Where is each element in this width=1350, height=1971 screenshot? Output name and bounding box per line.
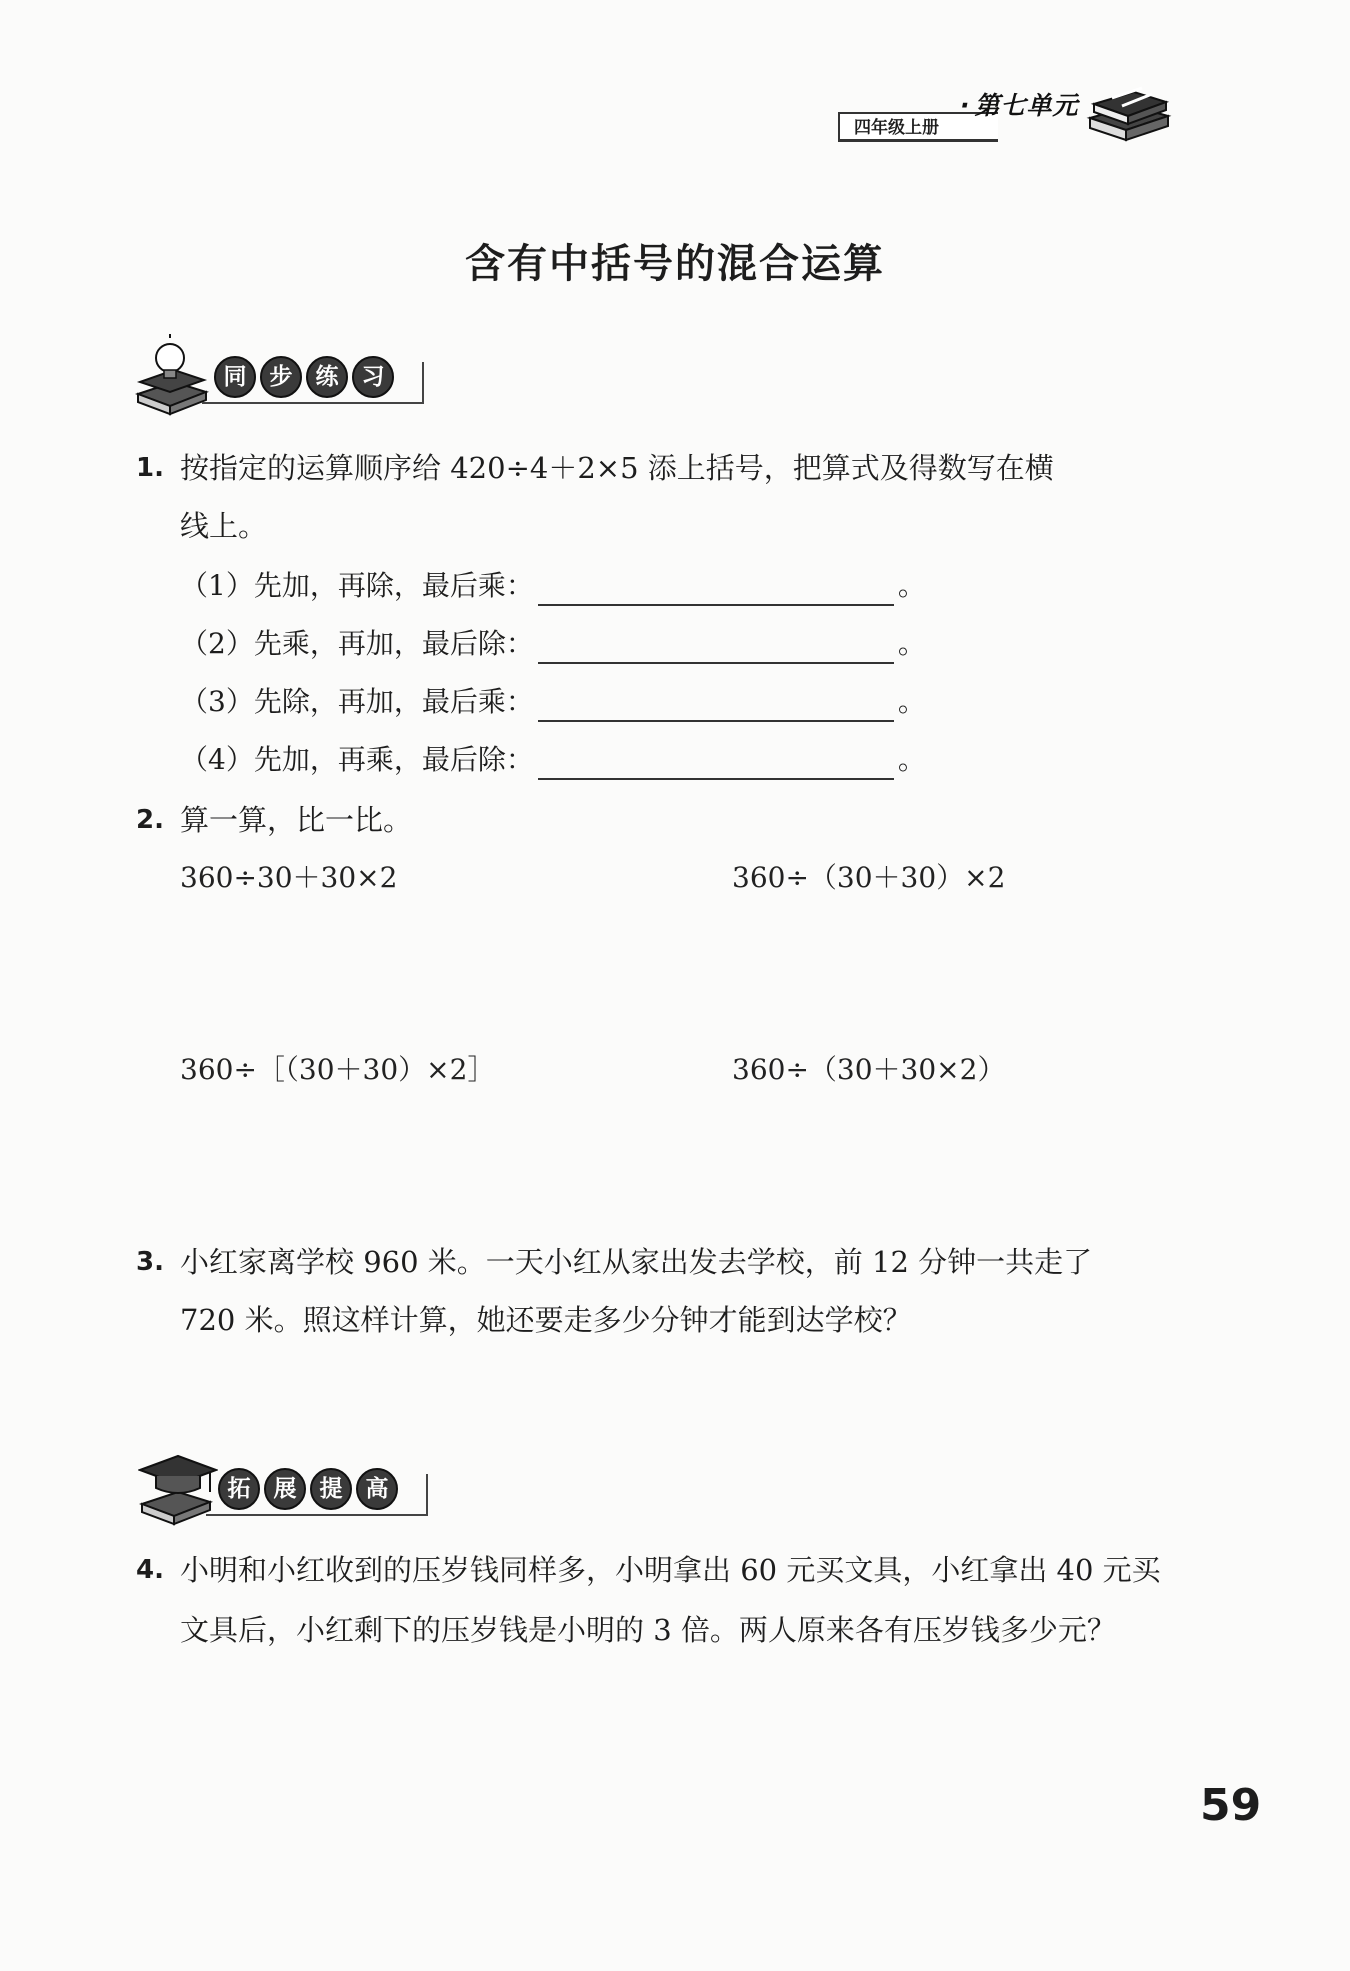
- item-label: （2）先乘，再加，最后除：: [180, 627, 534, 660]
- item-label: （4）先加，再乘，最后除：: [180, 743, 534, 776]
- item-label: （3）先除，再加，最后乘：: [180, 685, 534, 718]
- grade-label: 四年级上册: [838, 112, 998, 142]
- badge-chars: [214, 356, 394, 398]
- question-number: 1.: [136, 453, 164, 483]
- question-text: 按指定的运算顺序给 420÷4＋2×5 添上括号，把算式及得数写在横: [180, 451, 1054, 485]
- answer-item: [180, 624, 926, 664]
- item-end: 。: [897, 569, 926, 602]
- expression: 360÷（30＋30×2）: [732, 1053, 1006, 1086]
- answer-item: [180, 682, 926, 722]
- answer-item: [180, 740, 926, 780]
- badge-char: 步: [260, 356, 302, 398]
- expression: 360÷［（30＋30）×2］: [180, 1053, 496, 1086]
- page-number: 59: [1200, 1780, 1262, 1831]
- question-number: 2.: [136, 805, 164, 835]
- badge-char: 提: [310, 1468, 352, 1510]
- answer-item: [180, 566, 926, 606]
- question-text: 小红家离学校 960 米。一天小红从家出发去学校，前 12 分钟一共走了: [180, 1245, 1093, 1279]
- section-badge-practice: [134, 334, 434, 394]
- question-number: 3.: [136, 1247, 164, 1277]
- page-title: 含有中括号的混合运算: [465, 240, 885, 287]
- badge-char: 同: [214, 356, 256, 398]
- badge-chars: [218, 1468, 398, 1510]
- badge-char: 拓: [218, 1468, 260, 1510]
- question-text: 720 米。照这样计算，她还要走多少分钟才能到达学校？: [180, 1303, 912, 1337]
- question-number: 4.: [136, 1555, 164, 1585]
- answer-blank[interactable]: [538, 690, 894, 722]
- expression: 360÷（30＋30）×2: [732, 861, 1006, 894]
- item-end: 。: [897, 743, 926, 776]
- question-text: 线上。: [180, 509, 268, 543]
- section-badge-extension: [138, 1446, 438, 1506]
- item-end: 。: [897, 685, 926, 718]
- badge-char: 展: [264, 1468, 306, 1510]
- unit-label: · 第七单元: [960, 86, 1079, 122]
- question-text: 文具后，小红剩下的压岁钱是小明的 3 倍。两人原来各有压岁钱多少元？: [180, 1613, 1116, 1647]
- badge-char: 练: [306, 356, 348, 398]
- question-text: 算一算，比一比。: [180, 803, 413, 837]
- item-end: 。: [897, 627, 926, 660]
- badge-char: 高: [356, 1468, 398, 1510]
- answer-blank[interactable]: [538, 748, 894, 780]
- expression: 360÷30＋30×2: [180, 861, 398, 894]
- answer-blank[interactable]: [538, 632, 894, 664]
- badge-char: 习: [352, 356, 394, 398]
- item-label: （1）先加，再除，最后乘：: [180, 569, 534, 602]
- question-text: 小明和小红收到的压岁钱同样多，小明拿出 60 元买文具，小红拿出 40 元买: [180, 1553, 1161, 1587]
- books-stack-icon: [1082, 76, 1172, 151]
- answer-blank[interactable]: [538, 574, 894, 606]
